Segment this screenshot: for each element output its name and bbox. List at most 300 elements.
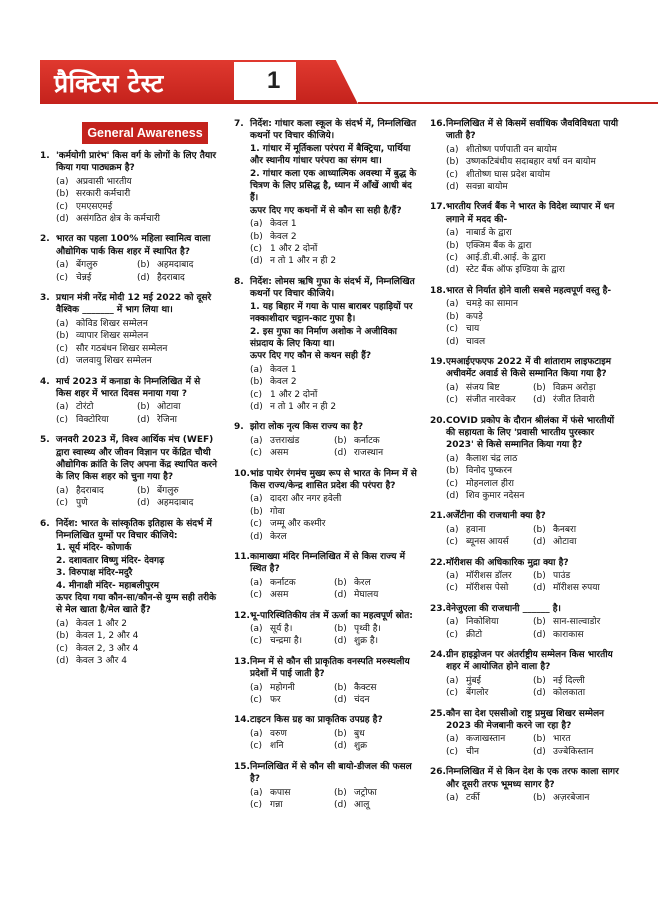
- question-statement: ऊपर दिए गए कथनों में से कौन सा सही है/हैं?: [250, 205, 402, 216]
- question-statement: 1. सूर्य मंदिर- कोणार्क: [56, 543, 132, 554]
- question-block: [234, 118, 418, 268]
- question-head: [430, 118, 620, 143]
- option-text: सान-साल्वाडोर: [553, 617, 601, 628]
- option-item: [446, 629, 533, 641]
- options-row: [56, 176, 218, 188]
- option-item: [334, 787, 418, 799]
- option-letter: (b): [137, 260, 150, 271]
- option-letter: (d): [250, 531, 263, 542]
- options-list: [40, 401, 218, 426]
- option-text: ओटावा: [553, 537, 577, 548]
- options-row: [446, 490, 620, 502]
- header-banner: [40, 60, 358, 104]
- option-item: [334, 694, 418, 706]
- question-statement: 2. इस गुफा का निर्माण अशोक ने अजीविका संप्रदाय के लिए किया था।: [250, 326, 397, 349]
- option-item: [250, 364, 418, 376]
- option-letter: (b): [137, 402, 150, 413]
- option-text: विक्रम अरोड़ा: [553, 382, 596, 393]
- option-item: [533, 746, 620, 758]
- option-letter: (a): [446, 571, 459, 581]
- option-item: [533, 629, 620, 641]
- option-text: गन्ना: [270, 799, 283, 810]
- option-letter: (b): [533, 524, 546, 535]
- option-letter: (d): [533, 395, 546, 406]
- option-text: चेन्नई: [76, 272, 92, 283]
- option-letter: (b): [250, 506, 263, 517]
- option-letter: (b): [56, 631, 69, 642]
- option-letter: (d): [334, 695, 347, 706]
- option-text: केवल 2, 3 और 4: [76, 643, 139, 654]
- options-row: [446, 156, 620, 168]
- option-letter: (d): [56, 356, 69, 367]
- options-list: [40, 618, 218, 668]
- question-number: 10.: [234, 468, 250, 479]
- option-letter: (a): [446, 524, 459, 535]
- options-row: [250, 389, 418, 401]
- options-row: [56, 188, 218, 200]
- option-text: सौर गठबंधन शिखर सम्मेलन: [76, 343, 168, 354]
- question-block: [430, 201, 620, 276]
- option-item: [533, 733, 620, 745]
- option-letter: (a): [446, 453, 459, 464]
- option-letter: (d): [137, 272, 150, 283]
- option-item: [446, 582, 533, 594]
- option-text: मोहनलाल हीरा: [466, 478, 515, 489]
- question-block: [40, 292, 218, 367]
- options-row: [446, 336, 620, 348]
- question-block: [234, 761, 418, 812]
- option-item: [137, 497, 218, 509]
- option-text: बुध: [354, 728, 365, 739]
- option-item: [250, 243, 418, 255]
- option-letter: (c): [446, 537, 458, 548]
- option-text: केवल 2: [270, 377, 297, 388]
- option-item: [56, 272, 137, 284]
- question-block: [430, 766, 620, 804]
- options-row: [250, 694, 418, 706]
- option-text: उष्णकटिबंधीय सदाबहार वर्षा वन बायोम: [466, 157, 596, 168]
- option-item: [250, 682, 334, 694]
- options-row: [446, 298, 620, 310]
- options-row: [446, 323, 620, 335]
- option-letter: (c): [56, 201, 68, 212]
- options-row: [446, 465, 620, 477]
- question-number: 8.: [234, 276, 244, 287]
- options-list: [430, 227, 620, 277]
- option-text: अहमदाबाद: [157, 260, 194, 271]
- option-item: [446, 298, 620, 310]
- question-statement: ऊपर दिया गया कौन-सा/कौन-से युग्म सही तरीके से मेल खाता है/मेल खाते हैं?: [56, 593, 217, 616]
- option-letter: (a): [56, 260, 69, 271]
- option-text: कोलकाता: [553, 688, 586, 699]
- question-number: 20.: [430, 415, 446, 426]
- question-number: 5.: [40, 435, 50, 446]
- option-item: [533, 394, 620, 406]
- options-list: [40, 259, 218, 284]
- option-item: [56, 497, 137, 509]
- question-block: [430, 649, 620, 700]
- option-text: भारत: [553, 734, 571, 745]
- option-text: सूर्य है।: [270, 624, 293, 635]
- options-row: [56, 630, 218, 642]
- option-letter: (a): [446, 675, 459, 686]
- question-number: 26.: [430, 767, 446, 778]
- options-row: [56, 401, 218, 413]
- option-letter: (b): [250, 377, 263, 388]
- option-text: टर्की: [466, 793, 480, 804]
- question-text: ग्रीन हाइड्रोजन पर अंतर्राष्ट्रीय सम्मेलन किस भारतीय शहर में आयोजित होने वाला है?: [446, 650, 613, 673]
- option-item: [56, 643, 218, 655]
- test-number-box: [234, 62, 296, 100]
- options-list: [40, 318, 218, 368]
- question-number: 9.: [234, 422, 244, 433]
- option-text: असंगठित क्षेत्र के कर्मचारी: [76, 214, 160, 225]
- option-item: [250, 435, 334, 447]
- options-row: [56, 201, 218, 213]
- option-text: फर: [270, 695, 281, 706]
- options-list: [430, 144, 620, 194]
- question-head: [40, 150, 218, 175]
- option-letter: (c): [446, 746, 458, 757]
- options-row: [250, 401, 418, 413]
- option-text: मॉरीशस डॉलर: [466, 571, 512, 581]
- question-block: [234, 421, 418, 459]
- option-item: [56, 259, 137, 271]
- option-letter: (a): [250, 682, 263, 693]
- option-letter: (a): [446, 144, 459, 155]
- page-title: प्रैक्टिस टेस्ट: [54, 69, 164, 98]
- options-row: [250, 577, 418, 589]
- options-row: [56, 343, 218, 355]
- question-number: 22.: [430, 557, 446, 568]
- question-block: [234, 468, 418, 543]
- option-letter: (c): [56, 498, 68, 509]
- option-letter: (b): [250, 231, 263, 242]
- options-list: [430, 616, 620, 641]
- question-text: निम्नलिखित में से कौन सी बायो-डीजल की फसल है?: [250, 761, 412, 785]
- question-head: [234, 468, 418, 493]
- option-item: [446, 465, 620, 477]
- option-letter: (c): [250, 636, 262, 647]
- question-head: [40, 434, 218, 484]
- option-item: [137, 272, 218, 284]
- option-item: [446, 169, 620, 181]
- option-letter: (c): [250, 741, 262, 752]
- option-item: [334, 577, 418, 589]
- options-row: [446, 264, 620, 276]
- question-block: [234, 276, 418, 413]
- option-letter: (a): [446, 617, 459, 628]
- question-text: भारतीय रिजर्व बैंक ने भारत के विदेश व्यापार में धन लगाने में मदद की-: [446, 202, 615, 225]
- question-number: 14.: [234, 715, 250, 726]
- option-item: [56, 630, 218, 642]
- option-letter: (a): [446, 734, 459, 745]
- options-row: [250, 740, 418, 752]
- option-letter: (c): [250, 389, 262, 400]
- option-item: [446, 490, 620, 502]
- option-item: [446, 323, 620, 335]
- option-item: [250, 447, 334, 459]
- option-text: स्टेट बैंक ऑफ इण्डिया के द्वारा: [466, 265, 565, 276]
- option-item: [137, 401, 218, 413]
- question-head: [430, 510, 620, 522]
- option-letter: (c): [56, 272, 68, 283]
- option-text: कजाखस्तान: [466, 734, 506, 745]
- option-text: निकोशिया: [466, 617, 499, 628]
- option-letter: (b): [334, 787, 347, 798]
- option-text: हवाना: [466, 524, 486, 535]
- options-list: [234, 682, 418, 707]
- option-letter: (a): [250, 728, 263, 739]
- question-head: [40, 292, 218, 317]
- option-letter: (c): [446, 169, 458, 180]
- question-head: [40, 233, 218, 258]
- question-text: झोरा लोक नृत्य किस राज्य का है?: [250, 422, 364, 433]
- option-letter: (d): [446, 336, 459, 347]
- question-number: 18.: [430, 285, 446, 296]
- options-list: [430, 792, 620, 804]
- option-letter: (b): [56, 189, 69, 200]
- options-row: [56, 618, 218, 630]
- question-block: [40, 434, 218, 509]
- options-list: [40, 176, 218, 226]
- question-number: 12.: [234, 610, 250, 621]
- option-text: 1 और 2 दोनों: [270, 389, 318, 400]
- question-block: [430, 285, 620, 348]
- option-letter: (d): [446, 265, 459, 276]
- option-text: केवल 1 और 2: [76, 618, 127, 629]
- option-item: [250, 518, 418, 530]
- option-text: विनोद पुष्करन: [466, 466, 512, 477]
- question-head: [430, 766, 620, 791]
- option-letter: (d): [250, 256, 263, 267]
- option-text: शीतोष्ण पर्णपाती वन बायोम: [466, 144, 557, 155]
- option-item: [56, 343, 218, 355]
- option-text: केवल 1: [270, 219, 297, 230]
- question-number: 16.: [430, 119, 446, 129]
- question-block: [234, 656, 418, 707]
- option-text: 1 और 2 दोनों: [270, 244, 318, 255]
- question-number: 25.: [430, 708, 446, 719]
- question-text: निर्देश: लोमस ऋषि गुफा के संदर्भ में, निम्नलिखित कथनों पर विचार कीजिये।: [250, 276, 415, 300]
- option-text: केरल: [270, 531, 287, 542]
- question-text: निर्देश: भारत के सांस्कृतिक इतिहास के संदर्भ में निम्नलिखित युग्मों पर विचार कीजिये:: [56, 518, 212, 541]
- options-list: [234, 623, 418, 648]
- option-text: वरुण: [270, 728, 287, 739]
- options-row: [446, 675, 620, 687]
- option-item: [334, 623, 418, 635]
- question-head: [430, 415, 620, 452]
- option-item: [250, 740, 334, 752]
- option-letter: (c): [250, 519, 262, 530]
- question-text: जनवरी 2023 में, विश्व आर्थिक मंच (WEF) द्वारा स्वास्थ्य और जीवन विज्ञान पर केंद्रित चौथी औद्योगिक क्रांति के लिए अपना केंद्र स्थापित करने के लिए किस शहर को चुना गया है?: [56, 435, 218, 483]
- option-letter: (d): [533, 537, 546, 548]
- option-letter: (c): [446, 688, 458, 699]
- question-text: भू-पारिस्थितिकीय तंत्र में ऊर्जा का महत्वपूर्ण स्रोत:: [250, 610, 413, 621]
- options-row: [250, 435, 418, 447]
- section-label: General Awareness: [82, 122, 208, 144]
- option-item: [56, 414, 137, 426]
- options-row: [250, 635, 418, 647]
- option-text: काराकास: [553, 629, 584, 640]
- question-text: एमआईएफएफ 2022 में वी शांताराम लाइफटाइम अचीवमेंट अवार्ड से किसे सम्मानित किया गया है?: [446, 356, 612, 380]
- option-text: शिव कुमार नदेसन: [466, 490, 525, 501]
- option-text: असम: [270, 590, 289, 601]
- option-text: रेजिना: [157, 414, 178, 425]
- options-row: [250, 518, 418, 530]
- option-item: [56, 330, 218, 342]
- option-item: [446, 227, 620, 239]
- option-text: केवल 1: [270, 364, 297, 375]
- option-text: टोरंटो: [76, 402, 94, 413]
- option-letter: (d): [250, 401, 263, 412]
- option-text: संजय बिष्ट: [466, 382, 500, 393]
- question-statement: 2. गांधार कला एक आध्यात्मिक अवस्था में बुद्ध के चित्रण के लिए प्रसिद्ध है, ध्यान में आँखें आधी बंद हैं।: [250, 168, 417, 204]
- option-item: [446, 792, 533, 804]
- option-text: केवल 1, 2 और 4: [76, 631, 139, 642]
- option-letter: (c): [250, 590, 262, 601]
- option-letter: (d): [56, 214, 69, 225]
- option-item: [533, 536, 620, 548]
- option-letter: (b): [137, 485, 150, 496]
- option-item: [446, 264, 620, 276]
- test-number: 1: [267, 67, 281, 94]
- question-block: [40, 150, 218, 225]
- option-text: रंजीत तिवारी: [553, 395, 595, 406]
- options-row: [250, 231, 418, 243]
- option-letter: (b): [334, 728, 347, 739]
- option-letter: (b): [533, 734, 546, 745]
- option-letter: (c): [446, 478, 458, 489]
- option-letter: (b): [533, 793, 546, 804]
- option-item: [334, 682, 418, 694]
- options-row: [446, 169, 620, 181]
- question-text: COVID प्रकोप के दौरान श्रीलंका में फंसे भारतीयों की सहायता के लिए 'प्रवासी भारतीय पुरस्कार 2023' से किसे सम्मानित किया गया है?: [446, 415, 615, 451]
- options-row: [56, 414, 218, 426]
- options-row: [446, 582, 620, 594]
- option-text: चन्द्रमा है।: [270, 636, 303, 647]
- question-number: 15.: [234, 761, 250, 772]
- question-text: कामाख्या मंदिर निम्नलिखित में से किस राज्य में स्थित है?: [250, 552, 406, 575]
- option-text: एक्जिम बैंक के द्वारा: [466, 240, 532, 251]
- options-row: [250, 728, 418, 740]
- options-row: [250, 364, 418, 376]
- option-letter: (b): [533, 675, 546, 686]
- column-3: [430, 118, 620, 813]
- question-head: [234, 276, 418, 301]
- option-text: उत्तराखंड: [270, 435, 300, 446]
- options-row: [250, 682, 418, 694]
- option-letter: (a): [56, 402, 69, 413]
- options-row: [446, 792, 620, 804]
- option-text: बेंगलुरु: [76, 260, 98, 271]
- question-statement: 1. यह बिहार में गया के पास बाराबर पहाड़ियों पर नक्काशीदार चट्टान-काट गुफा है।: [250, 301, 413, 325]
- option-text: कैनबरा: [553, 524, 577, 535]
- question-block: [430, 557, 620, 595]
- option-text: अहमदाबाद: [157, 498, 194, 509]
- options-list: [234, 435, 418, 460]
- options-list: [234, 493, 418, 543]
- option-letter: (c): [56, 414, 68, 425]
- options-list: [234, 577, 418, 602]
- option-letter: (b): [533, 571, 546, 581]
- option-letter: (a): [56, 485, 69, 496]
- option-letter: (d): [533, 629, 546, 640]
- option-item: [446, 733, 533, 745]
- option-item: [250, 493, 418, 505]
- question-block: [40, 518, 218, 668]
- option-item: [446, 144, 620, 156]
- option-text: चंदन: [354, 695, 370, 706]
- option-letter: (a): [250, 624, 263, 635]
- question-number: 21.: [430, 511, 446, 522]
- option-item: [137, 414, 218, 426]
- option-letter: (b): [56, 331, 69, 342]
- options-row: [446, 252, 620, 264]
- question-number: 3.: [40, 293, 50, 304]
- option-text: न तो 1 और न ही 2: [270, 401, 337, 412]
- option-item: [56, 213, 218, 225]
- option-text: सरकारी कर्मचारी: [76, 189, 131, 200]
- question-head: [234, 118, 418, 143]
- options-list: [430, 733, 620, 758]
- options-row: [446, 536, 620, 548]
- option-item: [137, 485, 218, 497]
- option-item: [446, 536, 533, 548]
- option-text: केवल 3 और 4: [76, 656, 127, 667]
- question-number: 23.: [430, 603, 446, 614]
- options-row: [250, 799, 418, 811]
- option-item: [446, 453, 620, 465]
- options-list: [430, 298, 620, 348]
- options-row: [446, 616, 620, 628]
- question-block: [430, 118, 620, 193]
- question-text: मॉरीशस की अधिकारिक मुद्रा क्या है?: [446, 557, 569, 568]
- question-head: [234, 610, 418, 622]
- option-item: [446, 687, 533, 699]
- options-row: [250, 447, 418, 459]
- option-text: उज्बेकिस्तान: [553, 746, 594, 757]
- option-text: पाउंड: [553, 571, 571, 581]
- option-text: कर्नाटक: [354, 435, 380, 446]
- question-head: [430, 557, 620, 569]
- option-text: पुणे: [76, 498, 88, 509]
- option-letter: (b): [446, 311, 459, 322]
- question-head: [234, 551, 418, 576]
- option-item: [56, 201, 218, 213]
- option-text: चावल: [466, 336, 486, 347]
- option-item: [446, 336, 620, 348]
- question-number: 24.: [430, 650, 446, 661]
- question-statement: 1. गांधार में मूर्तिकला परंपरा में बैक्ट्रिया, पार्थिया और स्थानीय गांधार परंपरा का संगम था।: [250, 143, 411, 167]
- options-row: [250, 531, 418, 543]
- option-item: [446, 746, 533, 758]
- option-letter: (c): [56, 643, 68, 654]
- option-text: संजीत नारवेकर: [466, 395, 516, 406]
- option-text: केवल 2: [270, 231, 297, 242]
- options-list: [234, 364, 418, 414]
- option-letter: (c): [250, 695, 262, 706]
- options-row: [446, 144, 620, 156]
- question-head: [430, 201, 620, 226]
- option-item: [533, 524, 620, 536]
- option-item: [250, 389, 418, 401]
- option-letter: (a): [250, 577, 263, 588]
- option-item: [56, 318, 218, 330]
- question-head: [40, 518, 218, 543]
- option-item: [446, 394, 533, 406]
- option-item: [334, 589, 418, 601]
